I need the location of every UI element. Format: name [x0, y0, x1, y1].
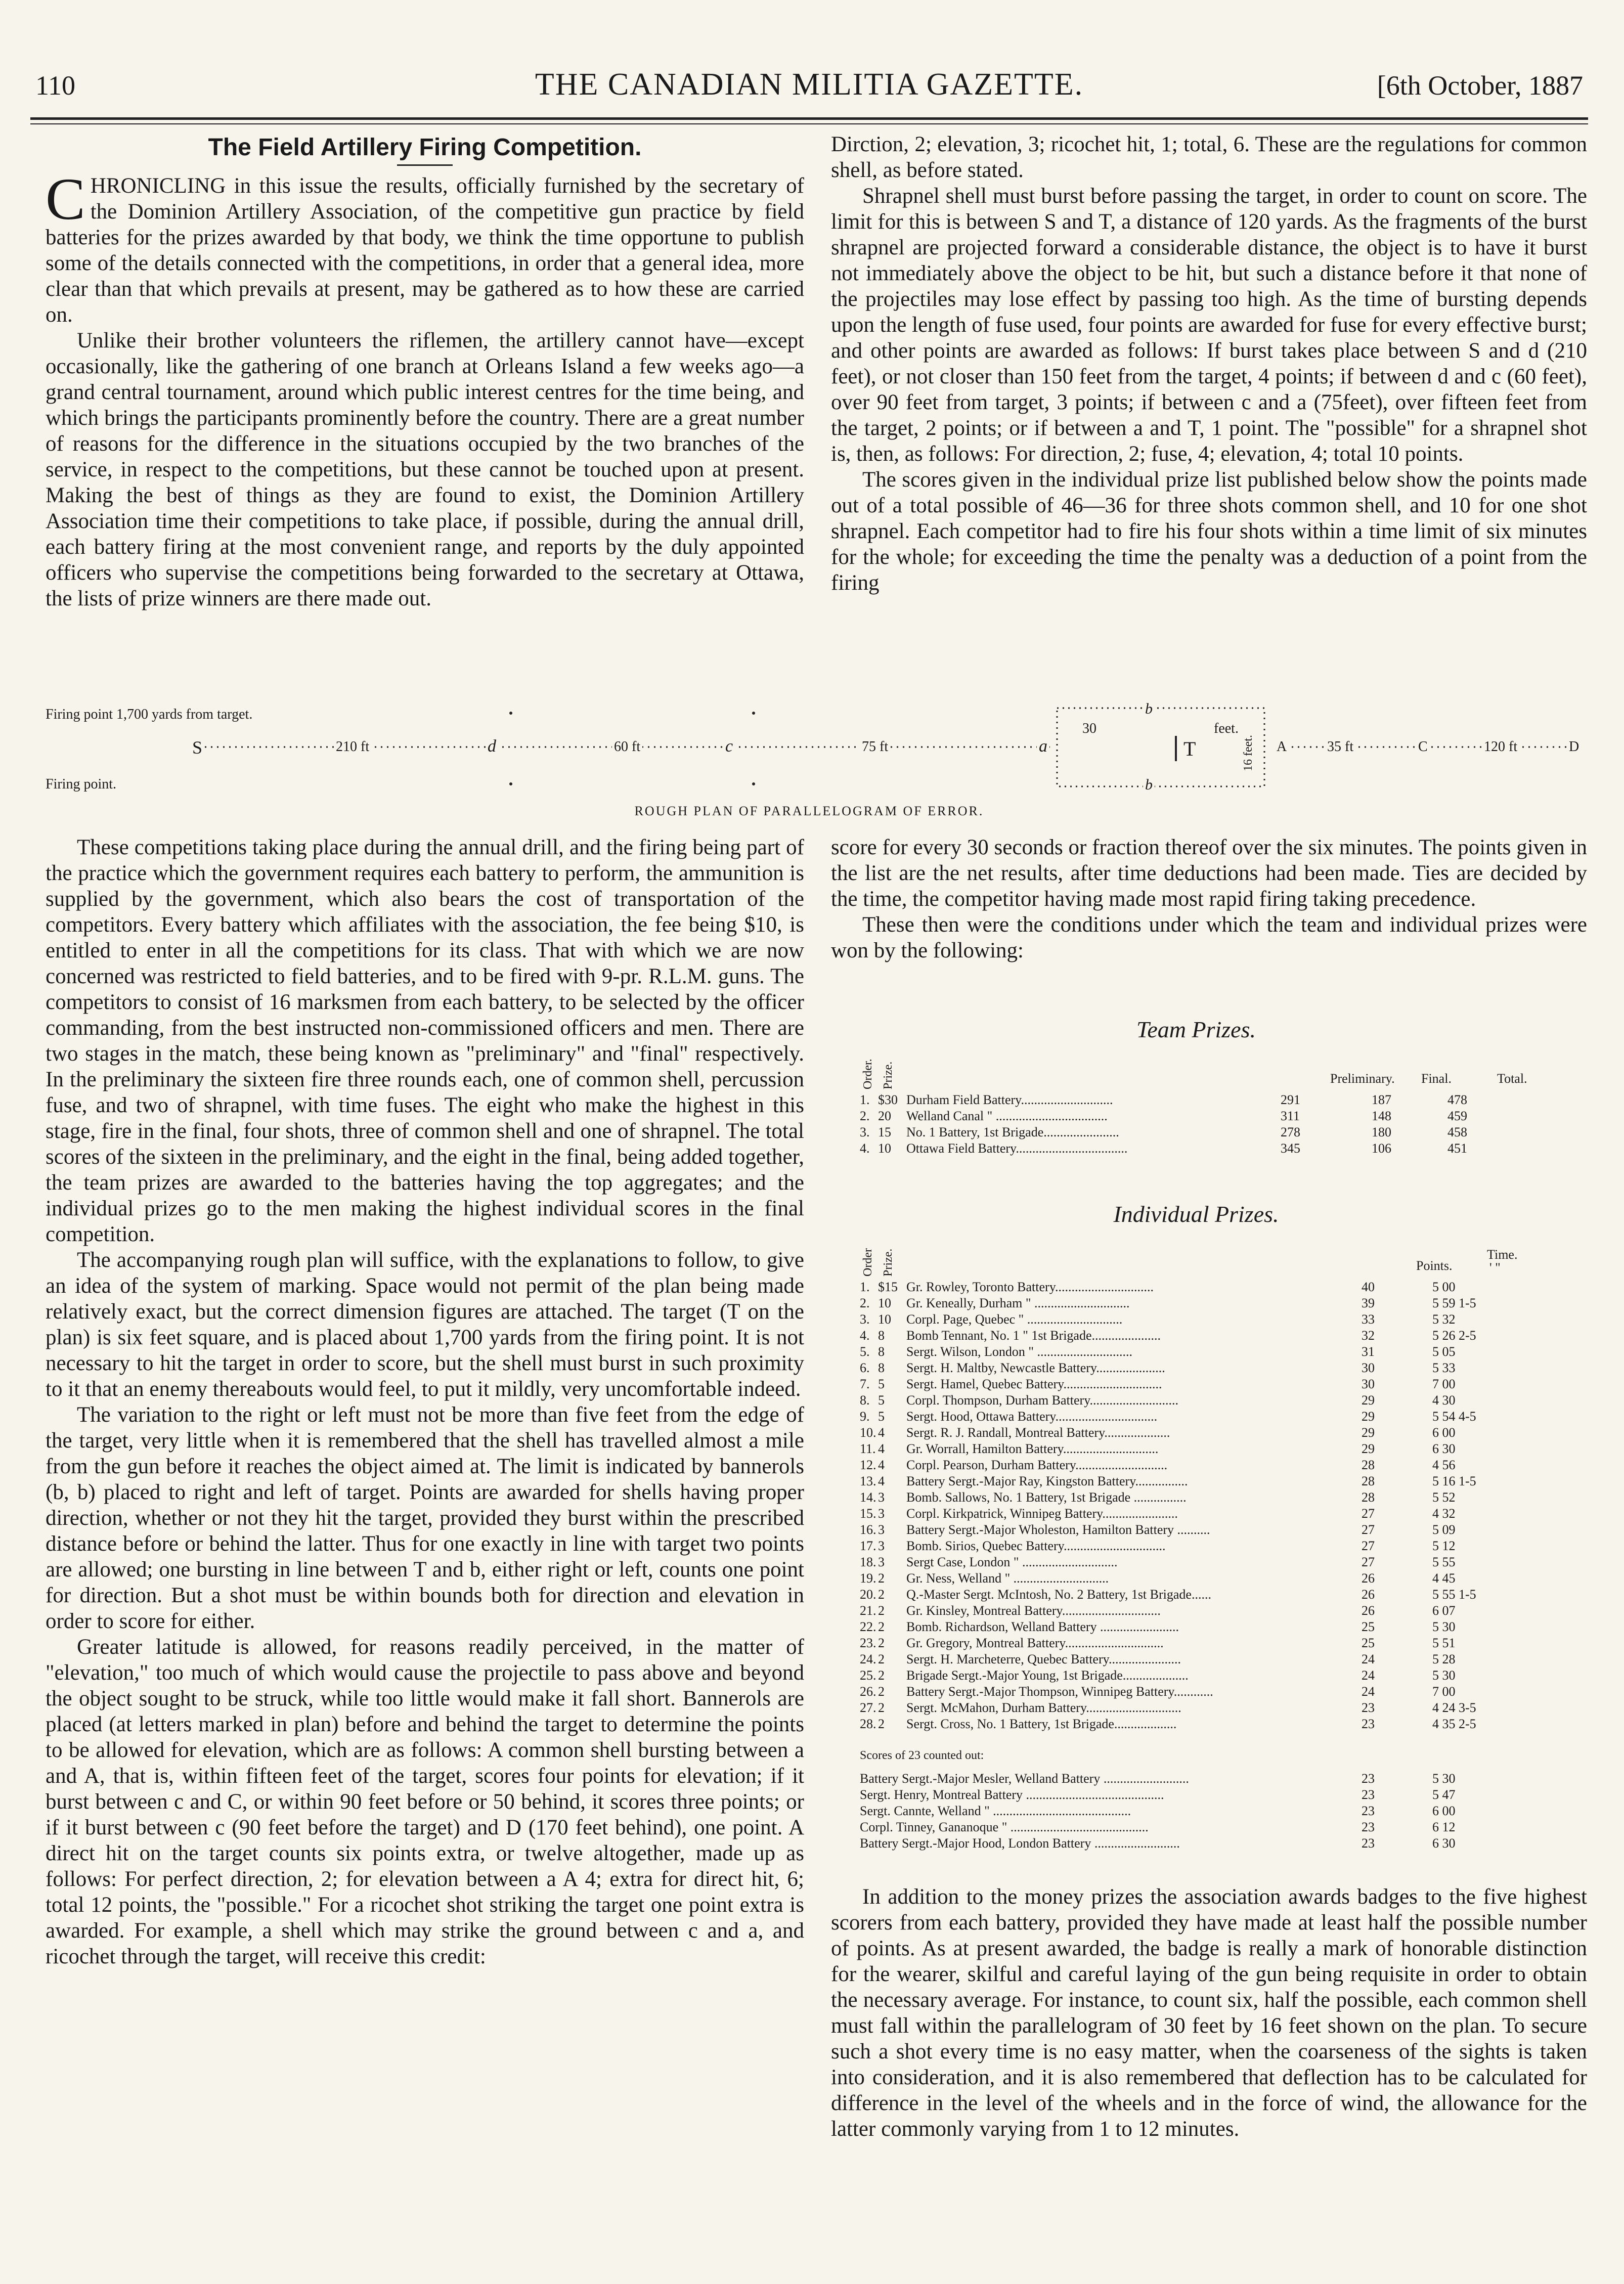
table-row — [860, 1441, 1532, 1457]
competitor-name-cell: Corpl. Tinney, Gananoque " .......................................... — [860, 1820, 1149, 1834]
time-cell: 4 30 — [1432, 1393, 1456, 1408]
firing-point-bottom-label: Firing point. — [46, 776, 117, 792]
table-row — [860, 1360, 1532, 1376]
points-cell: 29 — [1362, 1409, 1375, 1424]
article-title: The Field Artillery Firing Competition. — [208, 134, 642, 161]
paragraph: The accompanying rough plan will suffice, with the explanations to follow, to give an idea of the system of marking. Space would not permit of the plan being made relatively exact, but the correct dimension figures are attached. The target (T on the plan) is six feet square, and is placed about 1,700 yards from the firing point. It is not necessary to hit the target in order to score, but the shell must burst in such proximity to it that an enemy thereabouts would feel, to put it mildly, very uncomfortable indeed. — [46, 1248, 804, 1401]
time-cell: 5 30 — [1432, 1668, 1456, 1683]
points-cell: 27 — [1362, 1522, 1375, 1537]
table-row — [860, 1651, 1532, 1667]
time-cell: 5 55 1-5 — [1432, 1587, 1476, 1602]
scores-23-heading: Scores of 23 counted out: — [860, 1749, 984, 1762]
team-prizes-table — [860, 1017, 1532, 1157]
order-cell: 3. — [860, 1125, 870, 1139]
competitor-name-cell: Sergt. H. Maltby, Newcastle Battery..................... — [906, 1360, 1165, 1375]
time-cell: 6 30 — [1432, 1836, 1456, 1851]
letter-a: a — [1037, 737, 1049, 756]
order-cell: 4. — [860, 1328, 870, 1343]
points-cell: 26 — [1362, 1603, 1375, 1618]
letter-d: d — [486, 737, 498, 756]
prize-cell: 3 — [878, 1555, 885, 1569]
prize-cell: 4 — [878, 1458, 885, 1472]
prize-cell: 3 — [878, 1506, 885, 1521]
dot — [509, 712, 512, 715]
table-row — [860, 1328, 1532, 1344]
paragraph: In addition to the money prizes the association awards badges to the five highest scorers from each battery, provided they have made at least half the possible number of points. As at present awarded, the badge is really a mark of honorable distinction for the wearer, skilful and careful laying of the gun being requisite in order to obtain the necessary average. For instance, to count six, half the possible, each common shell must fall within the parallelogram of 30 feet by 16 feet shown on the plan. To secure such a shot every time is no easy matter, when the coarseness of the sights is taken into consideration, and it is also remembered that deflection has to be calculated for difference in the level of the wheels and in the force of wind, the allowance for the latter commonly varying from 1 to 12 minutes. — [831, 1885, 1587, 2141]
order-cell: 1. — [860, 1280, 870, 1294]
prize-cell: 5 — [878, 1377, 885, 1391]
dot — [752, 782, 755, 785]
points-cell: 23 — [1362, 1820, 1375, 1834]
paragraph: Greater latitude is allowed, for reasons readily perceived, in the matter of "elevation," too much of which would cause the projectile to pass above and beyond the object sought to be struck, while too little would make it fall short. Bannerols are placed (at letters marked in plan) before and behind the target to determine the points to be allowed for elevation, which are as follows: A common shell bursting between a and A, that is, within fifteen feet of the target, scores four points for elevation; if it burst between c and C, or within 90 feet before or 50 behind, it scores three points; or if it burst between c (90 feet before the target) and D (170 feet behind), one point. A direct hit on the target counts six points extra, or twelve altogether, made up as follows: For perfect direction, 2; for elevation between a A 4; extra for direct hit, 6; total 12 points, the "possible." For a ricochet shot striking the target one point extra is awarded. For example, a shell which may strike the ground between c and a, and ricochet through the target, will receive this credit: — [46, 1635, 804, 1968]
letter-t: T — [1183, 737, 1196, 760]
order-header: Order — [861, 1248, 874, 1277]
table-row — [860, 1279, 1532, 1295]
prize-cell: 3 — [878, 1539, 885, 1553]
table-row — [860, 1835, 1532, 1852]
team-rows — [860, 1092, 1532, 1157]
prize-cell: 4 — [878, 1425, 885, 1440]
masthead — [35, 60, 1583, 115]
time-subheader: ' " — [1489, 1260, 1501, 1275]
prize-cell: 3 — [878, 1490, 885, 1505]
points-cell: 40 — [1362, 1280, 1375, 1294]
prize-cell: 2 — [878, 1717, 885, 1731]
table-row — [860, 1295, 1532, 1311]
time-cell: 4 35 2-5 — [1432, 1717, 1476, 1731]
title-rule — [397, 164, 453, 166]
points-cell: 27 — [1362, 1506, 1375, 1521]
battery-name-cell: No. 1 Battery, 1st Brigade....................... — [906, 1125, 1119, 1139]
article-column-4 — [831, 834, 1587, 963]
time-cell: 6 12 — [1432, 1820, 1456, 1834]
points-cell: 24 — [1362, 1668, 1375, 1683]
paragraph: These competitions taking place during the annual drill, and the firing being part of the practice which the government requires each battery to perform, the ammunition is supplied by the government, which also bears the cost of transportation of the competitors. Every battery which affiliates with the association, the fee being $10, is entitled to enter in all the competitions for its class. That with which we are now concerned was restricted to field batteries, and to be fired with 9-pr. R.L.M. guns. The competitors to consist of 16 marksmen from each battery, to be selected by the officer commanding, from the best instructed non-commissioned officers and men. There are two stages in the match, these being known as "preliminary" and "final" respectively. In the preliminary the sixteen fire three rounds each, one of common shell, percussion fuse, and two of shrapnel, with time fuses. The eight who make the highest in this stage, fire in the final, four shots, three of common shell and one of shrapnel. The total scores of the sixteen in the preliminary, and the eight in the final, being added together, the team prizes are awarded to the batteries having the top aggregates; and the individual prizes go to the men making the highest individual scores in the final competition. — [46, 836, 804, 1246]
order-cell: 19. — [860, 1571, 876, 1586]
order-cell: 2. — [860, 1109, 870, 1123]
competitor-name-cell: Bomb Tennant, No. 1 " 1st Brigade..................... — [906, 1328, 1161, 1343]
time-cell: 5 59 1-5 — [1432, 1296, 1476, 1310]
competitor-name-cell: Sergt. Cannte, Welland " .......................................... — [860, 1804, 1131, 1818]
points-cell: 27 — [1362, 1539, 1375, 1553]
prize-cell: 5 — [878, 1393, 885, 1408]
prize-cell: 2 — [878, 1603, 885, 1618]
time-cell: 4 56 — [1432, 1458, 1456, 1472]
table-row — [860, 1344, 1532, 1360]
prize-header: Prize. — [882, 1061, 895, 1089]
time-cell: 5 51 — [1432, 1636, 1456, 1650]
time-cell: 6 00 — [1432, 1804, 1456, 1818]
prize-cell: 2 — [878, 1652, 885, 1666]
prize-cell: 2 — [878, 1700, 885, 1715]
table-row — [860, 1771, 1532, 1787]
competitor-name-cell: Sergt. H. Marcheterre, Quebec Battery...................... — [906, 1652, 1181, 1666]
points-cell: 23 — [1362, 1700, 1375, 1715]
points-cell: 26 — [1362, 1571, 1375, 1586]
prize-cell: 10 — [878, 1312, 891, 1327]
order-cell: 16. — [860, 1522, 876, 1537]
points-cell: 29 — [1362, 1425, 1375, 1440]
final-cell: 148 — [1372, 1109, 1391, 1123]
table-row — [860, 1819, 1532, 1835]
competitor-name-cell: Battery Sergt.-Major Wholeston, Hamilton Battery .......... — [906, 1522, 1210, 1537]
competitor-name-cell: Bomb. Sallows, No. 1 Battery, 1st Brigade ................ — [906, 1490, 1187, 1505]
time-cell: 5 05 — [1432, 1344, 1456, 1359]
order-cell: 9. — [860, 1409, 870, 1424]
scores-23-rows — [860, 1771, 1532, 1852]
page-number: 110 — [35, 70, 75, 101]
paper-title: THE CANADIAN MILITIA GAZETTE. — [535, 67, 1084, 102]
letter-c: c — [723, 737, 735, 756]
preliminary-cell: 291 — [1281, 1092, 1300, 1107]
points-cell: 31 — [1362, 1344, 1375, 1359]
paragraph: The scores given in the individual prize list published below show the points made out of a total possible of 46—36 for three shots common shell, and 10 for one shot shrapnel. Each competitor had to fire his four shots within a time limit of six minutes for the whole; for exceeding the time the penalty was a deduction of a point from the firing — [831, 468, 1587, 595]
paragraph: Shrapnel shell must burst before passing the target, in order to count on score. The limit for this is between S and T, a distance of 120 yards. As the fragments of the burst shrapnel are projected forward a considerable distance, the object is to have it burst not immediately above the object to be hit, but such a distance before it that none of the projectiles may lose effect by passing too high. As the time of bursting depends upon the length of fuse used, four points are awarded for fuse for every effective burst; and other points are awarded as follows: If burst takes place between S and d (210 feet), or not closer than 150 feet from the target, 4 points; if between d and c (60 feet), over 90 feet from target, 3 points; if between c and a (75feet), over fifteen feet from the target, 2 points; or if between a and T, 1 point. The "possible" for a shrapnel shot is, then, as follows: For direction, 2; fuse, 4; elevation, 4; total 10 points. — [831, 184, 1587, 466]
lead-text: HRONICLING in this issue the results, officially furnished by the secretary of the Dominion Artillery Association, of the competitive gun practice by field batteries for the prizes awarded by that body, we think the time opportune to publish some of the details connected with the competitions, in order that a general idea, more clear than that which prevails at present, may be gathered as to how these are carried on. — [46, 174, 804, 327]
competitor-name-cell: Gr. Keneally, Durham " ............................. — [906, 1296, 1130, 1310]
prize-cell: 4 — [878, 1474, 885, 1488]
time-header: Time. — [1487, 1247, 1518, 1262]
table-row — [860, 1311, 1532, 1328]
firing-point-top-label: Firing point 1,700 yards from target. — [46, 707, 253, 722]
table-row — [860, 1716, 1532, 1732]
competitor-name-cell: Gr. Gregory, Montreal Battery.............................. — [906, 1636, 1164, 1650]
time-cell: 7 00 — [1432, 1684, 1456, 1699]
width-30: 30 — [1082, 721, 1096, 736]
table-row — [860, 1538, 1532, 1554]
competitor-name-cell: Battery Sergt.-Major Thompson, Winnipeg Battery............ — [906, 1684, 1213, 1699]
total-cell: 478 — [1447, 1092, 1467, 1107]
paragraph: These then were the conditions under which the team and individual prizes were won by the following: — [831, 913, 1587, 962]
order-cell: 12. — [860, 1458, 876, 1472]
total-cell: 458 — [1447, 1125, 1467, 1139]
time-cell: 5 16 1-5 — [1432, 1474, 1476, 1488]
preliminary-cell: 311 — [1281, 1109, 1300, 1123]
points-cell: 33 — [1362, 1312, 1375, 1327]
points-cell: 28 — [1362, 1458, 1375, 1472]
prize-cell: 8 — [878, 1344, 885, 1359]
distance-120: 120 ft — [1482, 739, 1519, 755]
table-row — [860, 1409, 1532, 1425]
dot — [509, 782, 512, 785]
diagram-caption: ROUGH PLAN OF PARALLELOGRAM OF ERROR. — [634, 804, 984, 818]
letter-s: S — [192, 737, 203, 758]
order-cell: 11. — [860, 1441, 876, 1456]
bannerol-b-bottom: b — [1143, 776, 1155, 794]
letter-cap-c: C — [1416, 739, 1430, 755]
points-cell: 23 — [1362, 1771, 1375, 1786]
competitor-name-cell: Gr. Worrall, Hamilton Battery............................. — [906, 1441, 1159, 1456]
competitor-name-cell: Q.-Master Sergt. McIntosh, No. 2 Battery, 1st Brigade...... — [906, 1587, 1211, 1602]
order-cell: 10. — [860, 1425, 876, 1440]
prize-cell: $30 — [878, 1092, 898, 1107]
table-row — [860, 1635, 1532, 1651]
article-column-1 — [46, 131, 804, 611]
points-cell: 32 — [1362, 1328, 1375, 1343]
table-row — [860, 1603, 1532, 1619]
issue-date: [6th October, 1887 — [1377, 70, 1583, 101]
prize-cell: 2 — [878, 1619, 885, 1634]
table-row — [860, 1522, 1532, 1538]
lead-paragraph — [46, 166, 804, 328]
points-cell: 23 — [1362, 1836, 1375, 1851]
individual-prizes-caption: Individual Prizes. — [1113, 1201, 1279, 1227]
order-cell: 26. — [860, 1684, 876, 1699]
competitor-name-cell: Sergt. Hamel, Quebec Battery.............................. — [906, 1377, 1162, 1391]
table-row — [860, 1506, 1532, 1522]
final-cell: 180 — [1372, 1125, 1391, 1139]
distance-35: 35 ft — [1325, 739, 1355, 755]
points-cell: 28 — [1362, 1474, 1375, 1488]
battery-name-cell: Ottawa Field Battery.................................. — [906, 1141, 1128, 1156]
preliminary-cell: 345 — [1281, 1141, 1300, 1156]
points-cell: 29 — [1362, 1393, 1375, 1408]
time-cell: 5 00 — [1432, 1280, 1456, 1294]
prize-cell: 15 — [878, 1125, 891, 1139]
time-cell: 6 30 — [1432, 1441, 1456, 1456]
points-cell: 29 — [1362, 1441, 1375, 1456]
order-cell: 7. — [860, 1377, 870, 1391]
letter-cap-a: A — [1275, 739, 1289, 755]
article-column-2 — [831, 131, 1587, 596]
points-cell: 24 — [1362, 1684, 1375, 1699]
table-row — [860, 1570, 1532, 1587]
table-row — [860, 1124, 1532, 1140]
time-cell: 5 30 — [1432, 1771, 1456, 1786]
order-cell: 20. — [860, 1587, 876, 1602]
paragraph: score for every 30 seconds or fraction thereof over the six minutes. The points given in the list are the net results, after time deductions had been made. Ties are decided by the time, the competitor having made most rapid firing taking precedence. — [831, 836, 1587, 911]
team-prizes-caption: Team Prizes. — [1136, 1017, 1256, 1042]
points-cell: 30 — [1362, 1377, 1375, 1391]
prize-cell: 8 — [878, 1328, 885, 1343]
drop-cap: C — [46, 166, 85, 232]
table-row — [860, 1619, 1532, 1635]
time-cell: 5 54 4-5 — [1432, 1409, 1476, 1424]
order-cell: 6. — [860, 1360, 870, 1375]
table-row — [860, 1108, 1532, 1124]
letter-cap-d: D — [1569, 739, 1579, 755]
masthead-rule — [30, 117, 1588, 120]
table-row — [860, 1684, 1532, 1700]
points-cell: 26 — [1362, 1587, 1375, 1602]
order-cell: 27. — [860, 1700, 876, 1715]
feet-label: feet. — [1214, 721, 1239, 736]
competitor-name-cell: Sergt. Wilson, London " ............................. — [906, 1344, 1133, 1359]
table-row — [860, 1473, 1532, 1489]
time-cell: 4 32 — [1432, 1506, 1456, 1521]
height-16-feet: 16 feet. — [1242, 735, 1255, 771]
prize-cell: 2 — [878, 1684, 885, 1699]
order-cell: 5. — [860, 1344, 870, 1359]
competitor-name-cell: Battery Sergt.-Major Ray, Kingston Battery................ — [906, 1474, 1188, 1488]
distance-210: 210 ft — [334, 739, 371, 755]
prize-cell: 4 — [878, 1441, 885, 1456]
time-cell: 5 12 — [1432, 1539, 1456, 1553]
dot — [752, 712, 755, 715]
paragraph: The variation to the right or left must not be more than five feet from the edge of the target, very little when it is remembered that the shell has travelled almost a mile from the gun before it reaches the object aimed at. The limit is indicated by bannerols (b, b) placed to right and left of target. Points are awarded for shells having proper direction, whether or not they hit the target, provided they burst within the prescribed distance before or behind the latter. Thus for one exactly in line with target two points are allowed; one bursting in line between T and b, either right or left, counts one point for direction. But a shot must be within bounds both for direction and elevation in order to score for either. — [46, 1403, 804, 1633]
preliminary-cell: 278 — [1281, 1125, 1300, 1139]
time-cell: 5 30 — [1432, 1619, 1456, 1634]
table-row — [860, 1376, 1532, 1392]
individual-prizes-table — [860, 1201, 1532, 1852]
order-cell: 8. — [860, 1393, 870, 1408]
prize-cell: 5 — [878, 1409, 885, 1424]
parallelogram-diagram — [30, 700, 1588, 827]
team-table-header — [860, 1044, 1532, 1092]
competitor-name-cell: Brigade Sergt.-Major Young, 1st Brigade.................... — [906, 1668, 1189, 1683]
order-cell: 22. — [860, 1619, 876, 1634]
order-cell: 1. — [860, 1092, 870, 1107]
points-header: Points. — [1416, 1258, 1453, 1273]
table-row — [860, 1554, 1532, 1570]
points-cell: 23 — [1362, 1804, 1375, 1818]
prize-cell: 10 — [878, 1141, 891, 1156]
order-cell: 14. — [860, 1490, 876, 1505]
competitor-name-cell: Sergt. Henry, Montreal Battery .......................................... — [860, 1787, 1164, 1802]
time-cell: 5 28 — [1432, 1652, 1456, 1666]
battery-name-cell: Durham Field Battery............................ — [906, 1092, 1113, 1107]
order-cell: 4. — [860, 1141, 870, 1156]
time-cell: 6 07 — [1432, 1603, 1456, 1618]
order-cell: 28. — [860, 1717, 876, 1731]
competitor-name-cell: Battery Sergt.-Major Mesler, Welland Battery .......................... — [860, 1771, 1189, 1786]
order-cell: 17. — [860, 1539, 876, 1553]
time-cell: 7 00 — [1432, 1377, 1456, 1391]
order-cell: 2. — [860, 1296, 870, 1310]
final-cell: 106 — [1372, 1141, 1391, 1156]
masthead-rule-thin — [30, 123, 1588, 124]
table-row — [860, 1667, 1532, 1684]
final-cell: 187 — [1372, 1092, 1391, 1107]
order-cell: 15. — [860, 1506, 876, 1521]
competitor-name-cell: Bomb. Richardson, Welland Battery ........................ — [906, 1619, 1179, 1634]
parallelogram-box — [1057, 708, 1264, 786]
distance-60: 60 ft — [612, 739, 642, 755]
time-cell: 5 52 — [1432, 1490, 1456, 1505]
points-cell: 23 — [1362, 1717, 1375, 1731]
article-column-5 — [831, 1884, 1587, 2142]
competitor-name-cell: Gr. Ness, Welland " ............................. — [906, 1571, 1109, 1586]
points-cell: 27 — [1362, 1555, 1375, 1569]
time-cell: 5 55 — [1432, 1555, 1456, 1569]
paragraph: Unlike their brother volunteers the riflemen, the artillery cannot have—except occasionally, like the gathering of one branch at Orleans Island a few weeks ago—a grand central tournament, around which public interest centres for the time being, and which brings the participants prominently before the country. There are a great number of reasons for the difference in the situations occupied by the two branches of the service, in respect to the competitions, but these cannot be touched upon at present. Making the best of things as they are found to exist, the Dominion Artillery Association time their competitions to take place, if possible, during the annual drill, each battery firing at the most convenient range, and reports by the duly appointed officers who supervise the competitions being forwarded to the secretary at Ottawa, the lists of prize winners are there made out. — [46, 329, 804, 610]
battery-name-cell: Welland Canal " .................................. — [906, 1109, 1108, 1123]
prize-header: Prize. — [882, 1248, 895, 1277]
points-cell: 30 — [1362, 1360, 1375, 1375]
article-column-3 — [46, 834, 804, 1969]
time-cell: 5 32 — [1432, 1312, 1456, 1327]
order-cell: 3. — [860, 1312, 870, 1327]
table-row — [860, 1489, 1532, 1506]
prize-cell: 2 — [878, 1571, 885, 1586]
distance-75: 75 ft — [860, 739, 890, 755]
individual-table-header — [860, 1228, 1532, 1279]
prize-cell: 2 — [878, 1636, 885, 1650]
table-row — [860, 1457, 1532, 1473]
table-row — [860, 1425, 1532, 1441]
time-cell: 6 00 — [1432, 1425, 1456, 1440]
table-row — [860, 1392, 1532, 1409]
prize-cell: 2 — [878, 1587, 885, 1602]
prize-cell: 8 — [878, 1360, 885, 1375]
competitor-name-cell: Corpl. Pearson, Durham Battery............................ — [906, 1458, 1168, 1472]
table-row — [860, 1787, 1532, 1803]
competitor-name-cell: Sergt. McMahon, Durham Battery............................. — [906, 1700, 1181, 1715]
competitor-name-cell: Gr. Kinsley, Montreal Battery.............................. — [906, 1603, 1161, 1618]
time-cell: 4 45 — [1432, 1571, 1456, 1586]
competitor-name-cell: Corpl. Kirkpatrick, Winnipeg Battery....................... — [906, 1506, 1178, 1521]
prize-cell: 2 — [878, 1668, 885, 1683]
points-cell: 25 — [1362, 1636, 1375, 1650]
points-cell: 25 — [1362, 1619, 1375, 1634]
preliminary-header: Preliminary. — [1330, 1071, 1395, 1086]
order-cell: 24. — [860, 1652, 876, 1666]
table-row — [860, 1092, 1532, 1108]
competitor-name-cell: Sergt. Cross, No. 1 Battery, 1st Brigade................... — [906, 1717, 1177, 1731]
bannerol-b-top: b — [1143, 700, 1155, 718]
paragraph: Dirction, 2; elevation, 3; ricochet hit, 1; total, 6. These are the regulations for common shell, as before stated. — [831, 133, 1587, 182]
order-cell: 23. — [860, 1636, 876, 1650]
total-cell: 459 — [1447, 1109, 1467, 1123]
competitor-name-cell: Battery Sergt.-Major Hood, London Battery .......................... — [860, 1836, 1180, 1851]
points-cell: 39 — [1362, 1296, 1375, 1310]
competitor-name-cell: Sergt. R. J. Randall, Montreal Battery.................... — [906, 1425, 1170, 1440]
prize-cell: $15 — [878, 1280, 898, 1294]
order-cell: 25. — [860, 1668, 876, 1683]
order-header: Order. — [861, 1059, 874, 1089]
order-cell: 18. — [860, 1555, 876, 1569]
time-cell: 5 33 — [1432, 1360, 1456, 1375]
prize-cell: 3 — [878, 1522, 885, 1537]
order-cell: 13. — [860, 1474, 876, 1488]
competitor-name-cell: Corpl. Page, Quebec " ............................. — [906, 1312, 1123, 1327]
competitor-name-cell: Bomb. Sirios, Quebec Battery............................... — [906, 1539, 1166, 1553]
points-cell: 28 — [1362, 1490, 1375, 1505]
table-row — [860, 1587, 1532, 1603]
table-row — [860, 1803, 1532, 1819]
table-row — [860, 1700, 1532, 1716]
competitor-name-cell: Sergt Case, London " ............................. — [906, 1555, 1118, 1569]
total-header: Total. — [1497, 1071, 1527, 1086]
competitor-name-cell: Sergt. Hood, Ottawa Battery............................... — [906, 1409, 1158, 1424]
order-cell: 21. — [860, 1603, 876, 1618]
points-cell: 23 — [1362, 1787, 1375, 1802]
total-cell: 451 — [1447, 1141, 1467, 1156]
points-cell: 24 — [1362, 1652, 1375, 1666]
time-cell: 5 09 — [1432, 1522, 1456, 1537]
time-cell: 5 26 2-5 — [1432, 1328, 1476, 1343]
competitor-name-cell: Gr. Rowley, Toronto Battery.............................. — [906, 1280, 1154, 1294]
table-row — [860, 1140, 1532, 1157]
time-cell: 4 24 3-5 — [1432, 1700, 1476, 1715]
final-header: Final. — [1421, 1071, 1452, 1086]
time-cell: 5 47 — [1432, 1787, 1456, 1802]
competitor-name-cell: Corpl. Thompson, Durham Battery........................... — [906, 1393, 1179, 1408]
prize-cell: 10 — [878, 1296, 891, 1310]
prize-cell: 20 — [878, 1109, 891, 1123]
